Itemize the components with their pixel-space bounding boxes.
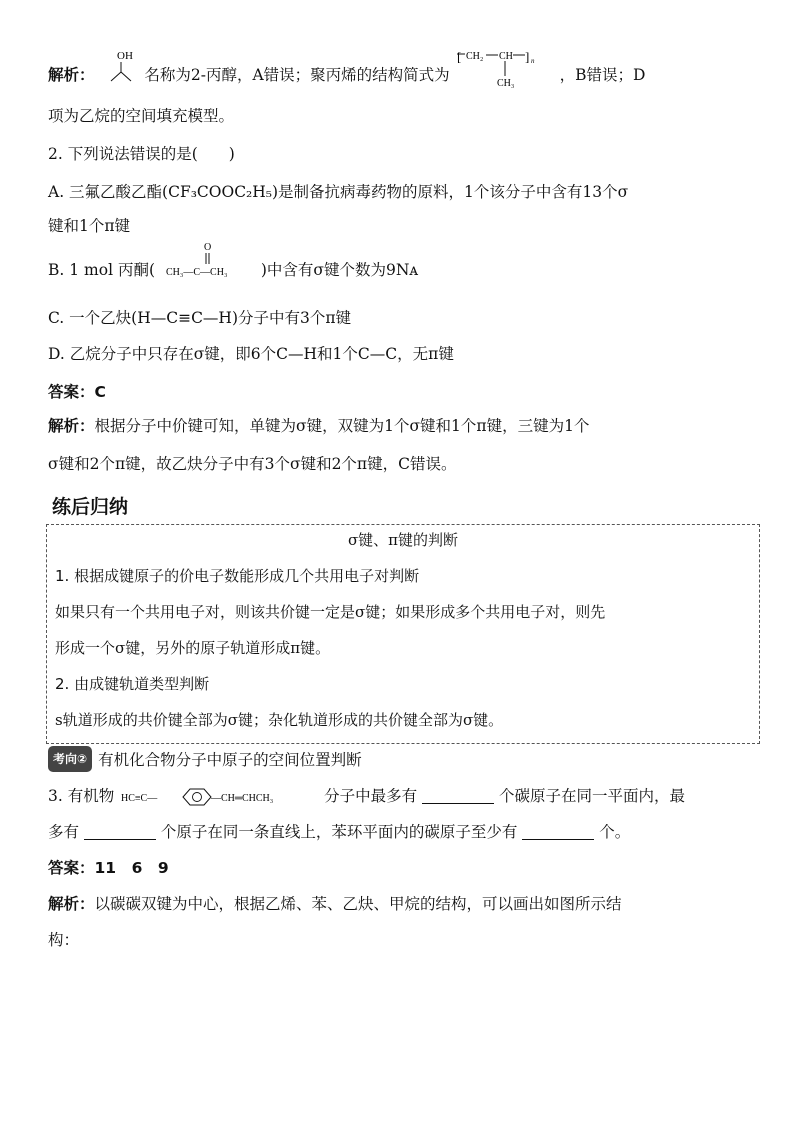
- topic-title: 有机化合物分子中原子的空间位置判断: [98, 751, 362, 769]
- summary-box: [46, 524, 760, 744]
- svg-text:]: ]: [524, 49, 529, 64]
- poly-ch2: CH₂: [465, 51, 484, 62]
- q3-mol-right: —CH═CHCH₃: [211, 793, 274, 804]
- q2-analysis-line-2: σ键和2个π键，故乙炔分子中有3个σ键和2个π键，C错误。: [48, 455, 457, 473]
- q3-pre: 3. 有机物: [48, 787, 115, 805]
- q3-line-1: [48, 784, 685, 809]
- q3-blank-2[interactable]: [84, 823, 156, 840]
- q3-molecule-structure: [119, 785, 319, 809]
- q3-post: 分子中最多有: [324, 787, 418, 805]
- summary-point-2-title: 2. 由成键轨道类型判断: [55, 675, 210, 693]
- q3-answer: 答案：11 6 9: [48, 859, 169, 877]
- poly-ch: CH: [498, 51, 513, 62]
- q3-mid-1: 个碳原子在同一平面内，最: [498, 787, 685, 805]
- q2-option-b-post: )中含有σ键个数为9Nᴀ: [260, 261, 419, 279]
- q2-option-c: C. 一个乙炔(H—C≡C—H)分子中有3个π键: [48, 309, 352, 327]
- analysis-1-text-b: ，B错误；D: [559, 66, 646, 84]
- analysis-1-line-2: 项为乙烷的空间填充模型。: [48, 107, 235, 125]
- isopropanol-structure: [99, 48, 139, 84]
- topic-2-heading: [48, 746, 362, 772]
- q2-option-d: D. 乙烷分子中只存在σ键，即6个C—H和1个C—C，无π键: [48, 345, 454, 363]
- q3-end: 个。: [599, 823, 631, 841]
- q3-analysis-line-1: [48, 892, 622, 916]
- poly-n: n: [530, 57, 535, 65]
- q3-analysis-text-1: 以碳碳双键为中心，根据乙烯、苯、乙炔、甲烷的结构，可以画出如图所示结: [94, 895, 622, 913]
- analysis-1-line-1: [48, 49, 646, 92]
- summary-point-2-text: s轨道形成的共价键全部为σ键；杂化轨道形成的共价键全部为σ键。: [55, 711, 504, 729]
- q2-analysis-line-1: [48, 414, 589, 438]
- polypropylene-structure: [455, 46, 555, 92]
- summary-box-title: σ键、π键的判断: [347, 531, 459, 549]
- q2-option-b: [48, 242, 419, 282]
- q3-analysis-line-2: 构：: [48, 931, 80, 949]
- q3-blank-1[interactable]: [422, 787, 494, 804]
- q3-blank-3[interactable]: [522, 823, 594, 840]
- oh-label: OH: [117, 50, 134, 62]
- summary-heading: 练后归纳: [52, 496, 129, 518]
- analysis-1-text-a: 名称为2-丙醇，A错误；聚丙烯的结构简式为: [144, 66, 450, 84]
- q2-answer: 答案：C: [48, 383, 106, 401]
- q3-mid-2: 个原子在同一条直线上，苯环平面内的碳原子至少有: [160, 823, 518, 841]
- q3-line-2: [48, 820, 630, 844]
- poly-ch3: CH₃: [496, 78, 515, 89]
- q2-option-a-line-1: A. 三氟乙酸乙酯(CF₃COOC₂H₅)是制备抗病毒药物的原料，1个该分子中含有13个σ: [48, 183, 629, 201]
- q2-stem: 2. 下列说法错误的是( ): [48, 145, 235, 163]
- q2-analysis-text-1: 根据分子中价键可知，单键为σ键，双键为1个σ键和1个π键，三键为1个: [94, 417, 590, 435]
- q3-mol-left: HC≡C—: [121, 793, 158, 804]
- summary-point-1-title: 1. 根据成键原子的价电子数能形成几个共用电子对判断: [55, 567, 420, 585]
- summary-point-1-text-1: 如果只有一个共用电子对，则该共价键一定是σ键；如果形成多个共用电子对，则先: [55, 603, 606, 621]
- analysis-label: 解析：: [48, 66, 95, 84]
- q3-line-2-pre: 多有: [48, 823, 80, 841]
- q2-option-b-pre: B. 1 mol 丙酮(: [48, 261, 155, 279]
- q3-analysis-label: 解析：: [48, 895, 95, 913]
- svg-text:[: [: [456, 49, 461, 64]
- summary-point-1-text-2: 形成一个σ键，另外的原子轨道形成π键。: [55, 639, 331, 657]
- acetone-formula: CH₃—C—CH₃: [165, 267, 228, 278]
- acetone-structure: [160, 240, 256, 280]
- topic-tag: 考向②: [48, 746, 92, 772]
- acetone-o: O: [203, 242, 212, 253]
- q2-analysis-label: 解析：: [48, 417, 95, 435]
- q2-option-a-line-2: 键和1个π键: [48, 217, 131, 235]
